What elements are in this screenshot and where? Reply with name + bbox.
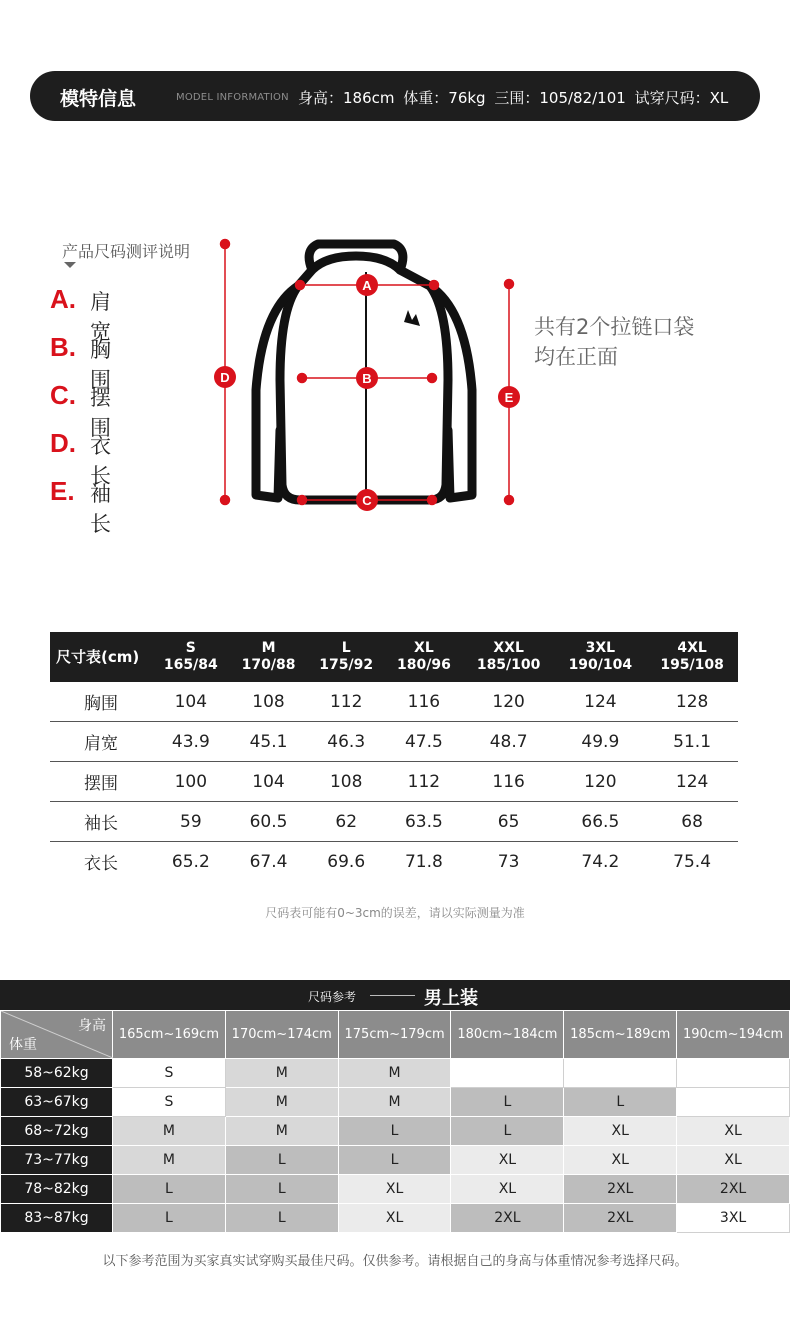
reference-subtitle: 尺码参考 bbox=[308, 990, 357, 1004]
row-label: 胸围 bbox=[50, 682, 152, 722]
chest-right-dot bbox=[428, 374, 437, 383]
model-measurements: 三围：105/82/101 bbox=[494, 89, 626, 107]
reference-title: 男上装 bbox=[424, 988, 478, 1009]
model-info-bar bbox=[30, 71, 760, 121]
size-recommendation: L bbox=[451, 1088, 564, 1117]
size-table-corner: 尺寸表(cm) bbox=[50, 632, 152, 682]
table-row bbox=[1, 1146, 790, 1175]
measure-letter: C. bbox=[50, 380, 76, 410]
size-recommendation bbox=[451, 1059, 564, 1088]
height-range: 170cm~174cm bbox=[225, 1011, 338, 1059]
table-cell: 60.5 bbox=[230, 802, 308, 842]
size-recommendation: L bbox=[113, 1175, 226, 1204]
size-recommendation: XL bbox=[677, 1117, 790, 1146]
divider bbox=[370, 995, 415, 996]
table-cell: 62 bbox=[307, 802, 385, 842]
marker-c bbox=[356, 489, 378, 511]
marker-a bbox=[356, 274, 378, 296]
measure-letter: B. bbox=[50, 332, 76, 362]
table-cell: 100 bbox=[152, 762, 230, 802]
table-cell: 116 bbox=[385, 682, 463, 722]
size-recommendation: XL bbox=[338, 1204, 451, 1233]
size-recommendation: M bbox=[113, 1117, 226, 1146]
table-cell: 108 bbox=[307, 762, 385, 802]
size-name: XXL bbox=[493, 640, 524, 656]
size-recommendation: XL bbox=[564, 1117, 677, 1146]
size-recommendation bbox=[677, 1088, 790, 1117]
table-cell: 69.6 bbox=[327, 851, 366, 872]
measure-label: 肩宽 bbox=[90, 290, 111, 344]
table-cell: 104 bbox=[230, 762, 308, 802]
reference-corner bbox=[1, 1011, 113, 1059]
shoulder-right-dot bbox=[430, 281, 439, 290]
row-label: 肩宽 bbox=[50, 722, 152, 762]
reference-header bbox=[0, 980, 790, 1010]
reference-note: 以下参考范围为买家真实试穿购买最佳尺码。仅供参考。请根据自己的身高与体重情况参考选择尺码。 bbox=[102, 1254, 688, 1269]
size-recommendation: 2XL bbox=[451, 1204, 564, 1233]
table-cell: 47.5 bbox=[385, 722, 463, 762]
table-row bbox=[50, 682, 738, 722]
height-range: 185cm~189cm bbox=[564, 1011, 677, 1059]
table-cell: 49.9 bbox=[554, 722, 646, 762]
size-recommendation: M bbox=[338, 1059, 451, 1088]
row-label: 摆围 bbox=[50, 762, 152, 802]
table-cell: 124 bbox=[646, 762, 738, 802]
marker-label: E bbox=[504, 390, 514, 405]
size-recommendation: L bbox=[564, 1088, 677, 1117]
size-recommendation: L bbox=[113, 1204, 226, 1233]
marker-e bbox=[498, 386, 520, 408]
height-range: 165cm~169cm bbox=[113, 1011, 226, 1059]
size-spec: 185/100 bbox=[476, 657, 541, 673]
weight-range: 68~72kg bbox=[1, 1117, 113, 1146]
size-recommendation bbox=[564, 1059, 677, 1088]
marker-label: B bbox=[362, 371, 372, 386]
table-cell: 124 bbox=[554, 682, 646, 722]
hem-right-dot bbox=[428, 496, 437, 505]
table-row bbox=[1, 1117, 790, 1146]
table-row bbox=[1, 1204, 790, 1233]
jacket-diagram bbox=[200, 230, 530, 520]
chest-left-dot bbox=[298, 374, 307, 383]
weight-range: 73~77kg bbox=[1, 1146, 113, 1175]
table-row bbox=[1, 1175, 790, 1204]
size-spec: 190/104 bbox=[568, 657, 633, 673]
size-spec: 195/108 bbox=[660, 657, 724, 673]
size-recommendation: L bbox=[225, 1204, 338, 1233]
size-recommendation: XL bbox=[451, 1146, 564, 1175]
weight-range: 58~62kg bbox=[1, 1059, 113, 1088]
table-cell: 51.1 bbox=[646, 722, 738, 762]
table-cell: 48.7 bbox=[463, 722, 555, 762]
table-cell: 75.4 bbox=[673, 851, 712, 872]
height-range: 180cm~184cm bbox=[451, 1011, 564, 1059]
size-col-xl bbox=[385, 632, 463, 682]
size-col-3xl bbox=[554, 632, 646, 682]
size-recommendation: M bbox=[113, 1146, 226, 1175]
measure-label: 衣长 bbox=[90, 434, 111, 488]
size-table-note: 尺码表可能有0~3cm的误差，请以实际测量为准 bbox=[265, 906, 525, 920]
size-recommendation: L bbox=[451, 1117, 564, 1146]
model-info-title: 模特信息 bbox=[60, 88, 137, 110]
size-spec: 180/96 bbox=[396, 657, 451, 673]
marker-b bbox=[356, 367, 378, 389]
size-name: S bbox=[185, 640, 196, 656]
height-range: 175cm~179cm bbox=[338, 1011, 451, 1059]
weight-range: 63~67kg bbox=[1, 1088, 113, 1117]
measure-letter: A. bbox=[50, 284, 76, 314]
model-trial-size: 试穿尺码：XL bbox=[634, 89, 729, 107]
table-cell: 66.5 bbox=[554, 802, 646, 842]
table-cell: 108 bbox=[230, 682, 308, 722]
shoulder-left-dot bbox=[296, 281, 305, 290]
size-reference-table bbox=[0, 1010, 790, 1233]
table-row bbox=[50, 802, 738, 842]
size-recommendation: M bbox=[338, 1088, 451, 1117]
measure-label: 胸围 bbox=[90, 338, 111, 392]
measure-label: 摆围 bbox=[90, 386, 111, 440]
table-cell: 120 bbox=[463, 682, 555, 722]
size-recommendation: S bbox=[113, 1088, 226, 1117]
table-row bbox=[1, 1059, 790, 1088]
size-col-s bbox=[152, 632, 230, 682]
size-col-l bbox=[307, 632, 385, 682]
length-top-dot bbox=[221, 240, 230, 249]
size-name: XL bbox=[414, 640, 434, 656]
marker-label: D bbox=[220, 370, 230, 385]
brand-logo bbox=[404, 310, 420, 326]
table-cell: 63.5 bbox=[385, 802, 463, 842]
table-cell: 116 bbox=[463, 762, 555, 802]
table-cell: 45.1 bbox=[230, 722, 308, 762]
model-info-subtitle: MODEL INFORMATION bbox=[176, 92, 289, 103]
table-cell: 74.2 bbox=[581, 851, 620, 872]
size-name: L bbox=[341, 640, 351, 656]
pocket-note-line-1: 共有2个拉链口袋 bbox=[534, 315, 695, 339]
table-cell: 112 bbox=[307, 682, 385, 722]
table-row bbox=[50, 842, 738, 882]
caret-down-icon bbox=[64, 262, 76, 268]
model-weight: 体重：76kg bbox=[403, 89, 486, 107]
reference-body bbox=[1, 1059, 790, 1233]
size-recommendation: 2XL bbox=[677, 1175, 790, 1204]
length-bottom-dot bbox=[221, 496, 230, 505]
pocket-note-line-2: 均在正面 bbox=[534, 345, 618, 369]
height-axis-label: 身高 bbox=[78, 1018, 106, 1034]
table-cell: 120 bbox=[554, 762, 646, 802]
size-recommendation: L bbox=[225, 1146, 338, 1175]
size-col-m bbox=[230, 632, 308, 682]
row-label: 袖长 bbox=[50, 802, 152, 842]
size-recommendation: L bbox=[338, 1117, 451, 1146]
table-cell: 67.4 bbox=[249, 851, 288, 872]
size-recommendation: M bbox=[225, 1088, 338, 1117]
table-cell: 65 bbox=[463, 802, 555, 842]
marker-label: C bbox=[362, 493, 372, 508]
size-spec: 170/88 bbox=[241, 657, 296, 673]
size-col-xxl bbox=[463, 632, 555, 682]
table-row bbox=[1, 1088, 790, 1117]
table-cell: 68 bbox=[646, 802, 738, 842]
row-label: 衣长 bbox=[84, 854, 118, 874]
size-spec: 175/92 bbox=[319, 657, 374, 673]
measure-letter: D. bbox=[50, 428, 76, 458]
table-row bbox=[50, 722, 738, 762]
size-recommendation: XL bbox=[338, 1175, 451, 1204]
table-cell: 46.3 bbox=[307, 722, 385, 762]
table-cell: 73 bbox=[497, 851, 520, 872]
size-recommendation: S bbox=[113, 1059, 226, 1088]
size-recommendation: M bbox=[225, 1117, 338, 1146]
table-cell: 112 bbox=[385, 762, 463, 802]
model-stats bbox=[298, 87, 732, 108]
size-recommendation: XL bbox=[677, 1146, 790, 1175]
size-table-header bbox=[50, 632, 738, 682]
guide-title: 产品尺码测评说明 bbox=[62, 242, 191, 261]
size-name: 4XL bbox=[677, 640, 707, 656]
size-table bbox=[50, 632, 738, 881]
table-cell: 43.9 bbox=[152, 722, 230, 762]
weight-range: 83~87kg bbox=[1, 1204, 113, 1233]
table-cell: 59 bbox=[152, 802, 230, 842]
table-cell: 128 bbox=[646, 682, 738, 722]
model-height: 身高：186cm bbox=[298, 89, 395, 107]
size-recommendation: L bbox=[225, 1175, 338, 1204]
reference-header-row bbox=[1, 1011, 790, 1059]
measure-letter: E. bbox=[50, 476, 75, 506]
size-recommendation: 2XL bbox=[564, 1204, 677, 1233]
size-name: 3XL bbox=[585, 640, 616, 656]
weight-axis-label: 体重 bbox=[9, 1037, 37, 1053]
size-name: M bbox=[261, 640, 276, 656]
height-range: 190cm~194cm bbox=[677, 1011, 790, 1059]
size-recommendation bbox=[677, 1059, 790, 1088]
size-spec: 165/84 bbox=[163, 657, 218, 673]
table-cell: 104 bbox=[152, 682, 230, 722]
marker-d bbox=[214, 366, 236, 388]
sleeve-top-dot bbox=[505, 280, 514, 289]
table-row bbox=[50, 762, 738, 802]
size-recommendation: 2XL bbox=[564, 1175, 677, 1204]
size-recommendation: XL bbox=[451, 1175, 564, 1204]
table-cell: 65.2 bbox=[171, 851, 210, 872]
size-recommendation: L bbox=[338, 1146, 451, 1175]
size-recommendation: M bbox=[225, 1059, 338, 1088]
sleeve-bottom-dot bbox=[505, 496, 514, 505]
measure-label: 袖长 bbox=[90, 482, 111, 536]
table-cell: 71.8 bbox=[404, 851, 443, 872]
marker-label: A bbox=[362, 278, 372, 293]
size-recommendation: XL bbox=[564, 1146, 677, 1175]
pocket-note bbox=[534, 312, 694, 372]
hem-left-dot bbox=[298, 496, 307, 505]
weight-range: 78~82kg bbox=[1, 1175, 113, 1204]
size-recommendation: 3XL bbox=[677, 1204, 790, 1233]
size-col-4xl bbox=[646, 632, 738, 682]
